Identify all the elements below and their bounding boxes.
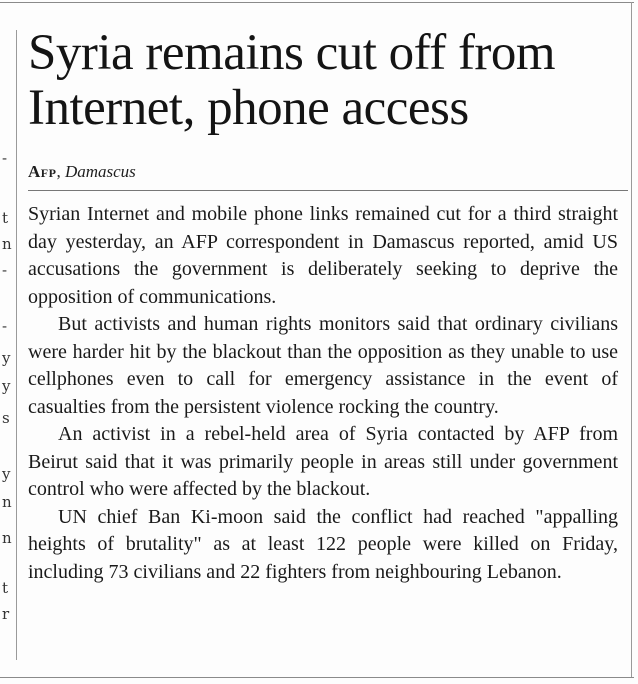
fragment-char: - xyxy=(2,261,8,279)
fragment-char: n xyxy=(2,529,12,547)
paragraph-3: An activist in a rebel-held area of Syria contacted by AFP from Beirut said that it was primarily people in areas still under government control who were affected by the blackout. xyxy=(28,423,618,500)
article-body xyxy=(28,201,618,586)
byline-separator: , xyxy=(56,162,61,181)
fragment-char: y xyxy=(2,377,11,395)
fragment-char: y xyxy=(2,349,11,367)
bottom-border-rule xyxy=(0,677,634,678)
right-border-rule xyxy=(631,2,632,678)
paragraph-2: But activists and human rights monitors said that ordinary civilians were harder hit by the blackout than the opposition as they unable to use cellphones even to call for emergency assistance in the event of casualties from the persistent violence rocking the country. xyxy=(28,313,618,418)
fragment-char: - xyxy=(2,317,8,335)
fragment-char: t xyxy=(2,209,9,227)
byline xyxy=(28,162,136,182)
byline-divider xyxy=(28,190,628,191)
fragment-char: r xyxy=(2,605,10,623)
adjacent-column-fragments xyxy=(2,0,12,684)
article-headline: Syria remains cut off from Internet, phone access xyxy=(28,25,556,136)
byline-agency: Afp xyxy=(28,162,57,181)
paragraph-4: UN chief Ban Ki-moon said the conflict had reached "appalling heights of brutality" as at least 122 people were killed on Friday, including 73 civilians and 22 fighters from neighbouring Lebanon. xyxy=(28,505,618,583)
paragraph-1: Syrian Internet and mobile phone links remained cut for a third straight day yesterday, an AFP correspondent in Damascus reported, amid US accusations the government is deliberately seeking to deprive the opposition of communications. xyxy=(28,203,618,308)
column-gutter-rule xyxy=(16,30,17,660)
fragment-char: t xyxy=(2,579,9,597)
fragment-char: y xyxy=(2,465,11,483)
fragment-char: n xyxy=(2,493,12,511)
fragment-char: s xyxy=(2,409,10,427)
fragment-char: - xyxy=(2,149,8,167)
fragment-char: n xyxy=(2,235,12,253)
byline-dateline: Damascus xyxy=(64,162,136,181)
top-border-rule xyxy=(0,2,634,3)
